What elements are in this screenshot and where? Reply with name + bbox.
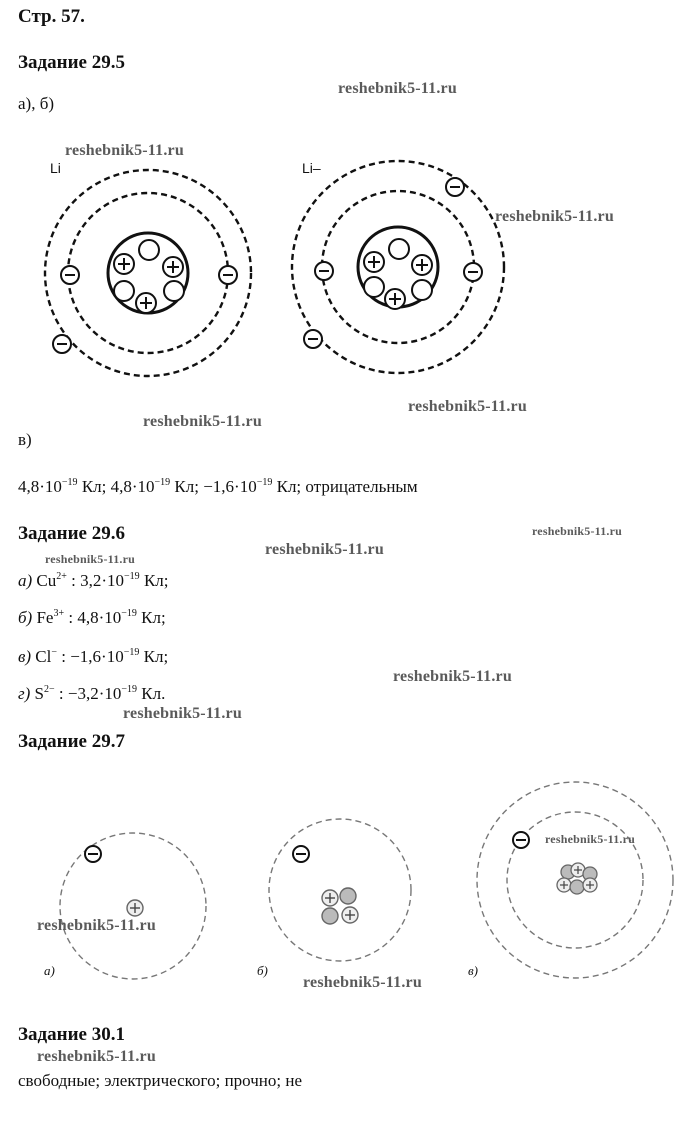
task-29-5-parts-ab: а), б) bbox=[18, 94, 55, 113]
watermark: reshebnik5-11.ru bbox=[37, 1048, 156, 1065]
task-29-7-title: Задание 29.7 bbox=[18, 731, 125, 752]
watermark: reshebnik5-11.ru bbox=[545, 832, 635, 846]
watermark: reshebnik5-11.ru bbox=[65, 142, 184, 159]
watermark: reshebnik5-11.ru bbox=[338, 80, 457, 97]
ion-line: а) $Cu^{2+}$ : $3,2\cdot 10^{-19}$ Кл; bbox=[18, 571, 169, 590]
li-atom-diagram bbox=[30, 160, 290, 400]
watermark: reshebnik5-11.ru bbox=[393, 668, 512, 685]
watermark: reshebnik5-11.ru bbox=[303, 974, 422, 991]
watermark: reshebnik5-11.ru bbox=[123, 705, 242, 722]
task-29-5-part-v: в) bbox=[18, 430, 32, 449]
watermark: reshebnik5-11.ru bbox=[532, 524, 622, 538]
atom-left-label: Li bbox=[50, 160, 61, 176]
task-29-5-title: Задание 29.5 bbox=[18, 52, 125, 73]
diagram-label-b: б) bbox=[257, 963, 268, 978]
atom-right-label: Li– bbox=[302, 160, 321, 176]
watermark: reshebnik5-11.ru bbox=[495, 208, 614, 225]
watermark: reshebnik5-11.ru bbox=[408, 398, 527, 415]
li-ion-diagram bbox=[280, 160, 540, 400]
task-29-5-answer: $4,8\cdot 10^{-19}$ Кл; $4,8\cdot 10^{-19}$ Кл; $-1,6\cdot 10^{-19}$ Кл; отрицательным bbox=[18, 477, 418, 496]
task-29-6-title: Задание 29.6 bbox=[18, 523, 125, 544]
watermark: reshebnik5-11.ru bbox=[265, 541, 384, 558]
watermark: reshebnik5-11.ru bbox=[37, 917, 156, 934]
ion-line: б) $Fe^{3+}$ : $4,8\cdot 10^{-19}$ Кл; bbox=[18, 608, 166, 627]
task-30-1-answer: свободные; электрического; прочно; не bbox=[18, 1071, 302, 1090]
ion-line: г) $S^{2-}$ : $-3,2\cdot 10^{-19}$ Кл. bbox=[18, 684, 166, 703]
watermark: reshebnik5-11.ru bbox=[45, 552, 135, 566]
ion-line: в) Cl− : $-1,6\cdot 10^{-19}$ Кл; bbox=[18, 647, 169, 666]
task-30-1-title: Задание 30.1 bbox=[18, 1024, 125, 1045]
watermark: reshebnik5-11.ru bbox=[143, 413, 262, 430]
diagram-label-v: в) bbox=[468, 963, 478, 978]
page-label: Стр. 57. bbox=[18, 6, 85, 27]
diagram-label-a: а) bbox=[44, 963, 55, 978]
